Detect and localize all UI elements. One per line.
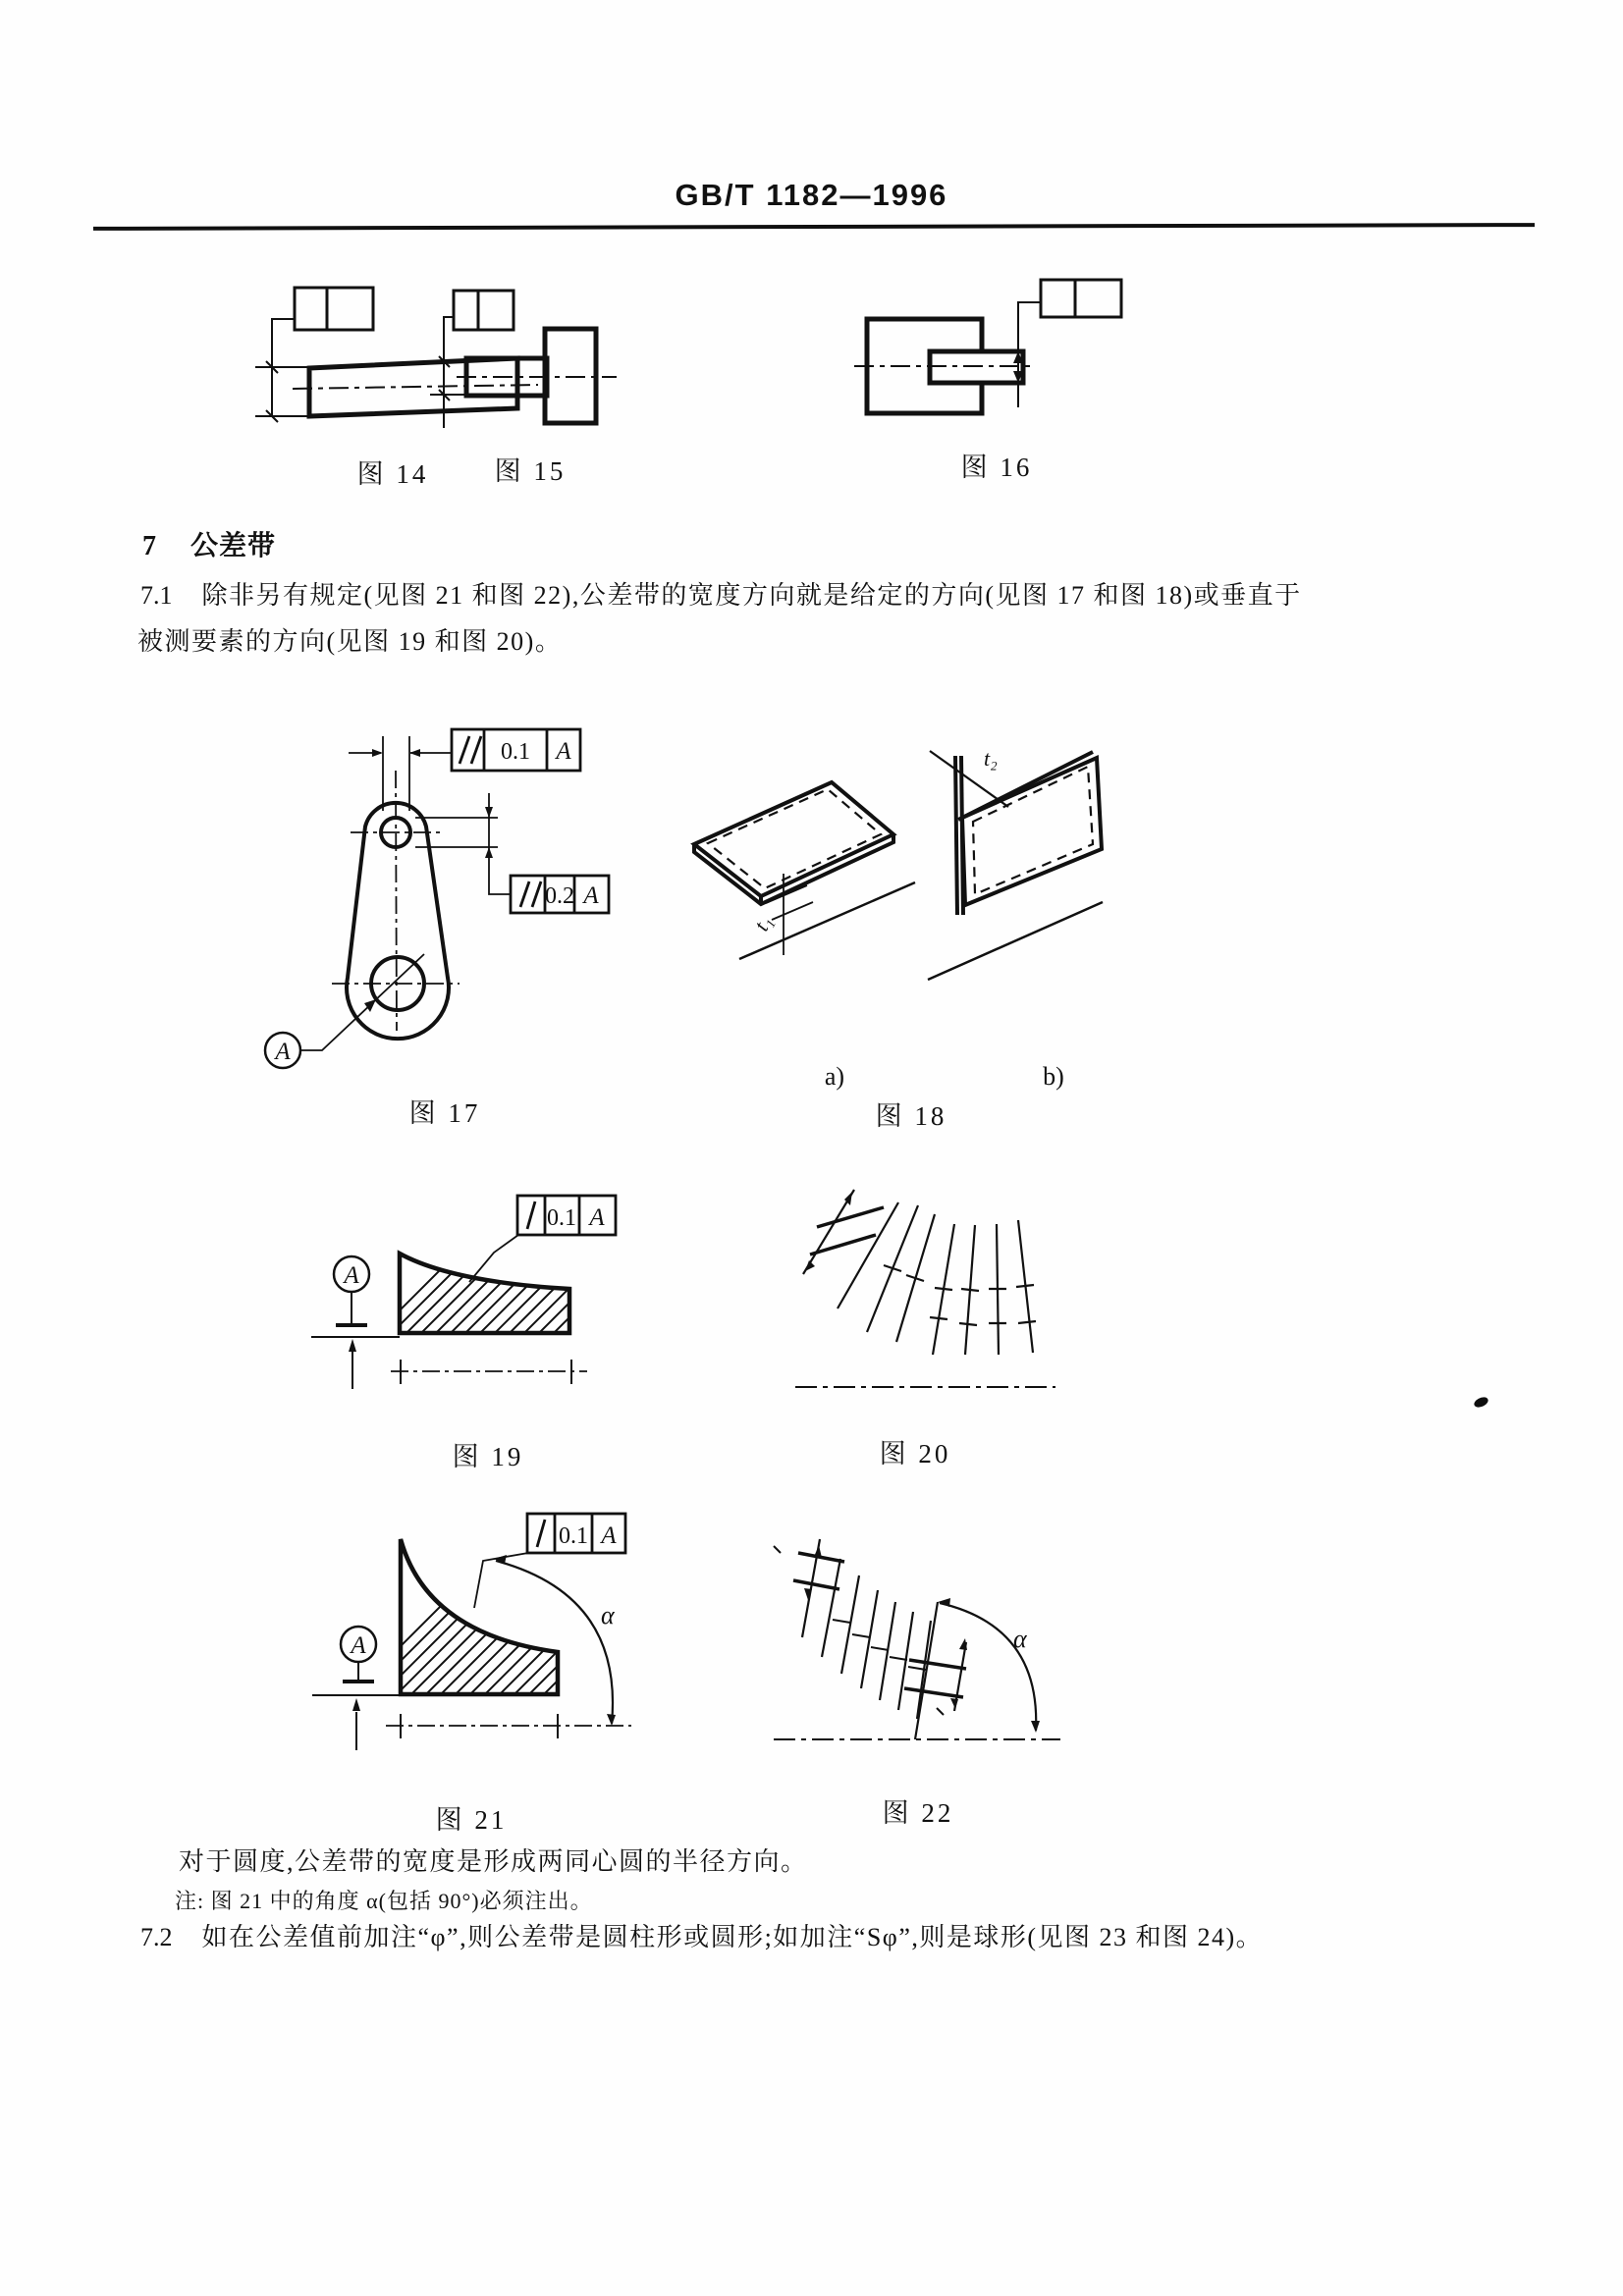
part-outline <box>400 1254 569 1333</box>
t2-label: t₂ <box>984 746 998 771</box>
note-line: 注: 图 21 中的角度 α(包括 90°)必须注出。 <box>175 1889 593 1913</box>
figure-15-drawing <box>422 263 628 469</box>
clause-number: 7.2 <box>140 1923 173 1951</box>
width-ticks <box>884 1265 1036 1325</box>
figure-21-drawing <box>295 1502 687 1772</box>
t1-label: t₁ <box>748 911 777 935</box>
centerline <box>332 771 460 1031</box>
arc-arrow <box>938 1598 950 1607</box>
part-outline <box>347 803 449 1039</box>
section-title: 公差带 <box>190 531 277 561</box>
tolerance-frame <box>295 288 373 330</box>
tolerance-value: 0.1 <box>547 1205 576 1231</box>
figure-16-caption: 图 16 <box>960 453 1033 482</box>
paragraph-7-1-line1: 7.1 除非另有规定(见图 21 和图 22),公差带的宽度方向就是给定的方向(见图 17 和图 18)或垂直于 <box>140 581 1302 610</box>
datum-letter: A <box>589 1204 605 1231</box>
tolerance-frame <box>454 291 514 330</box>
dimension-arrow <box>409 749 420 757</box>
datum-leader <box>300 954 424 1050</box>
figure-18-drawing <box>668 726 1129 1055</box>
figure-21-caption: 图 21 <box>435 1805 508 1835</box>
section-heading <box>142 524 276 563</box>
angle-label: α <box>1013 1625 1027 1653</box>
figure-15-caption: 图 15 <box>494 456 567 486</box>
figure-20-caption: 图 20 <box>879 1439 951 1468</box>
tolerance-value: 0.1 <box>501 739 530 765</box>
dimension-arrow <box>372 749 383 757</box>
figure-14-caption: 图 14 <box>356 459 429 489</box>
figure-17-drawing <box>196 717 648 1099</box>
band-arrow <box>959 1638 967 1650</box>
normal-lines <box>802 1539 966 1739</box>
figure-20-drawing <box>766 1148 1100 1443</box>
datum-letter: A <box>583 882 599 909</box>
arc-arrow <box>1031 1721 1040 1733</box>
plate-b-outline <box>955 752 1102 915</box>
standard-code: GB/T 1182—1996 <box>675 178 948 212</box>
tolerance-value: 0.1 <box>559 1523 588 1549</box>
leader-arrow <box>364 999 376 1012</box>
leader-arrow <box>352 1698 360 1711</box>
tolerance-value: 0.2 <box>545 883 574 909</box>
ink-speck <box>1473 1395 1489 1410</box>
dimension-arrow <box>485 847 493 858</box>
datum-letter: A <box>351 1632 366 1659</box>
figure-18a-label: a) <box>824 1062 845 1091</box>
dimension-arrow <box>485 807 493 818</box>
datum-letter: A <box>601 1522 617 1549</box>
figure-19-caption: 图 19 <box>452 1442 524 1471</box>
frame-leader <box>469 1235 518 1282</box>
header-rule <box>93 223 1535 231</box>
figure-22-caption: 图 22 <box>882 1798 954 1828</box>
normal-lines <box>803 1190 1033 1355</box>
clause-number: 7.1 <box>140 581 173 610</box>
section-number: 7 <box>142 531 157 561</box>
datum-letter: A <box>344 1262 359 1289</box>
paragraph-7-1-line2: 被测要素的方向(见图 19 和图 20)。 <box>137 627 563 656</box>
angle-label: α <box>601 1601 615 1629</box>
paragraph-7-2: 7.2 如在公差值前加注“φ”,则公差带是圆柱形或圆形;如加注“Sφ”,则是球形(见图 23 和图 24)。 <box>140 1923 1264 1951</box>
datum-letter: A <box>275 1039 291 1065</box>
ground-line <box>928 902 1103 980</box>
figure-19-drawing <box>295 1178 648 1409</box>
datum-letter: A <box>556 738 571 765</box>
figure-18b-label: b) <box>1043 1062 1064 1091</box>
figure-17-caption: 图 17 <box>408 1098 481 1128</box>
figure-16-drawing <box>844 253 1178 450</box>
arc-arrow <box>607 1714 616 1726</box>
paragraph-roundness: 对于圆度,公差带的宽度是形成两同心圆的半径方向。 <box>179 1847 808 1876</box>
figure-18-caption: 图 18 <box>875 1101 947 1131</box>
leader-arrow <box>349 1339 356 1352</box>
tolerance-band-bars <box>793 1553 966 1697</box>
band-arrow <box>805 1260 815 1271</box>
tolerance-frame <box>1041 280 1121 317</box>
figure-22-drawing <box>766 1531 1100 1791</box>
